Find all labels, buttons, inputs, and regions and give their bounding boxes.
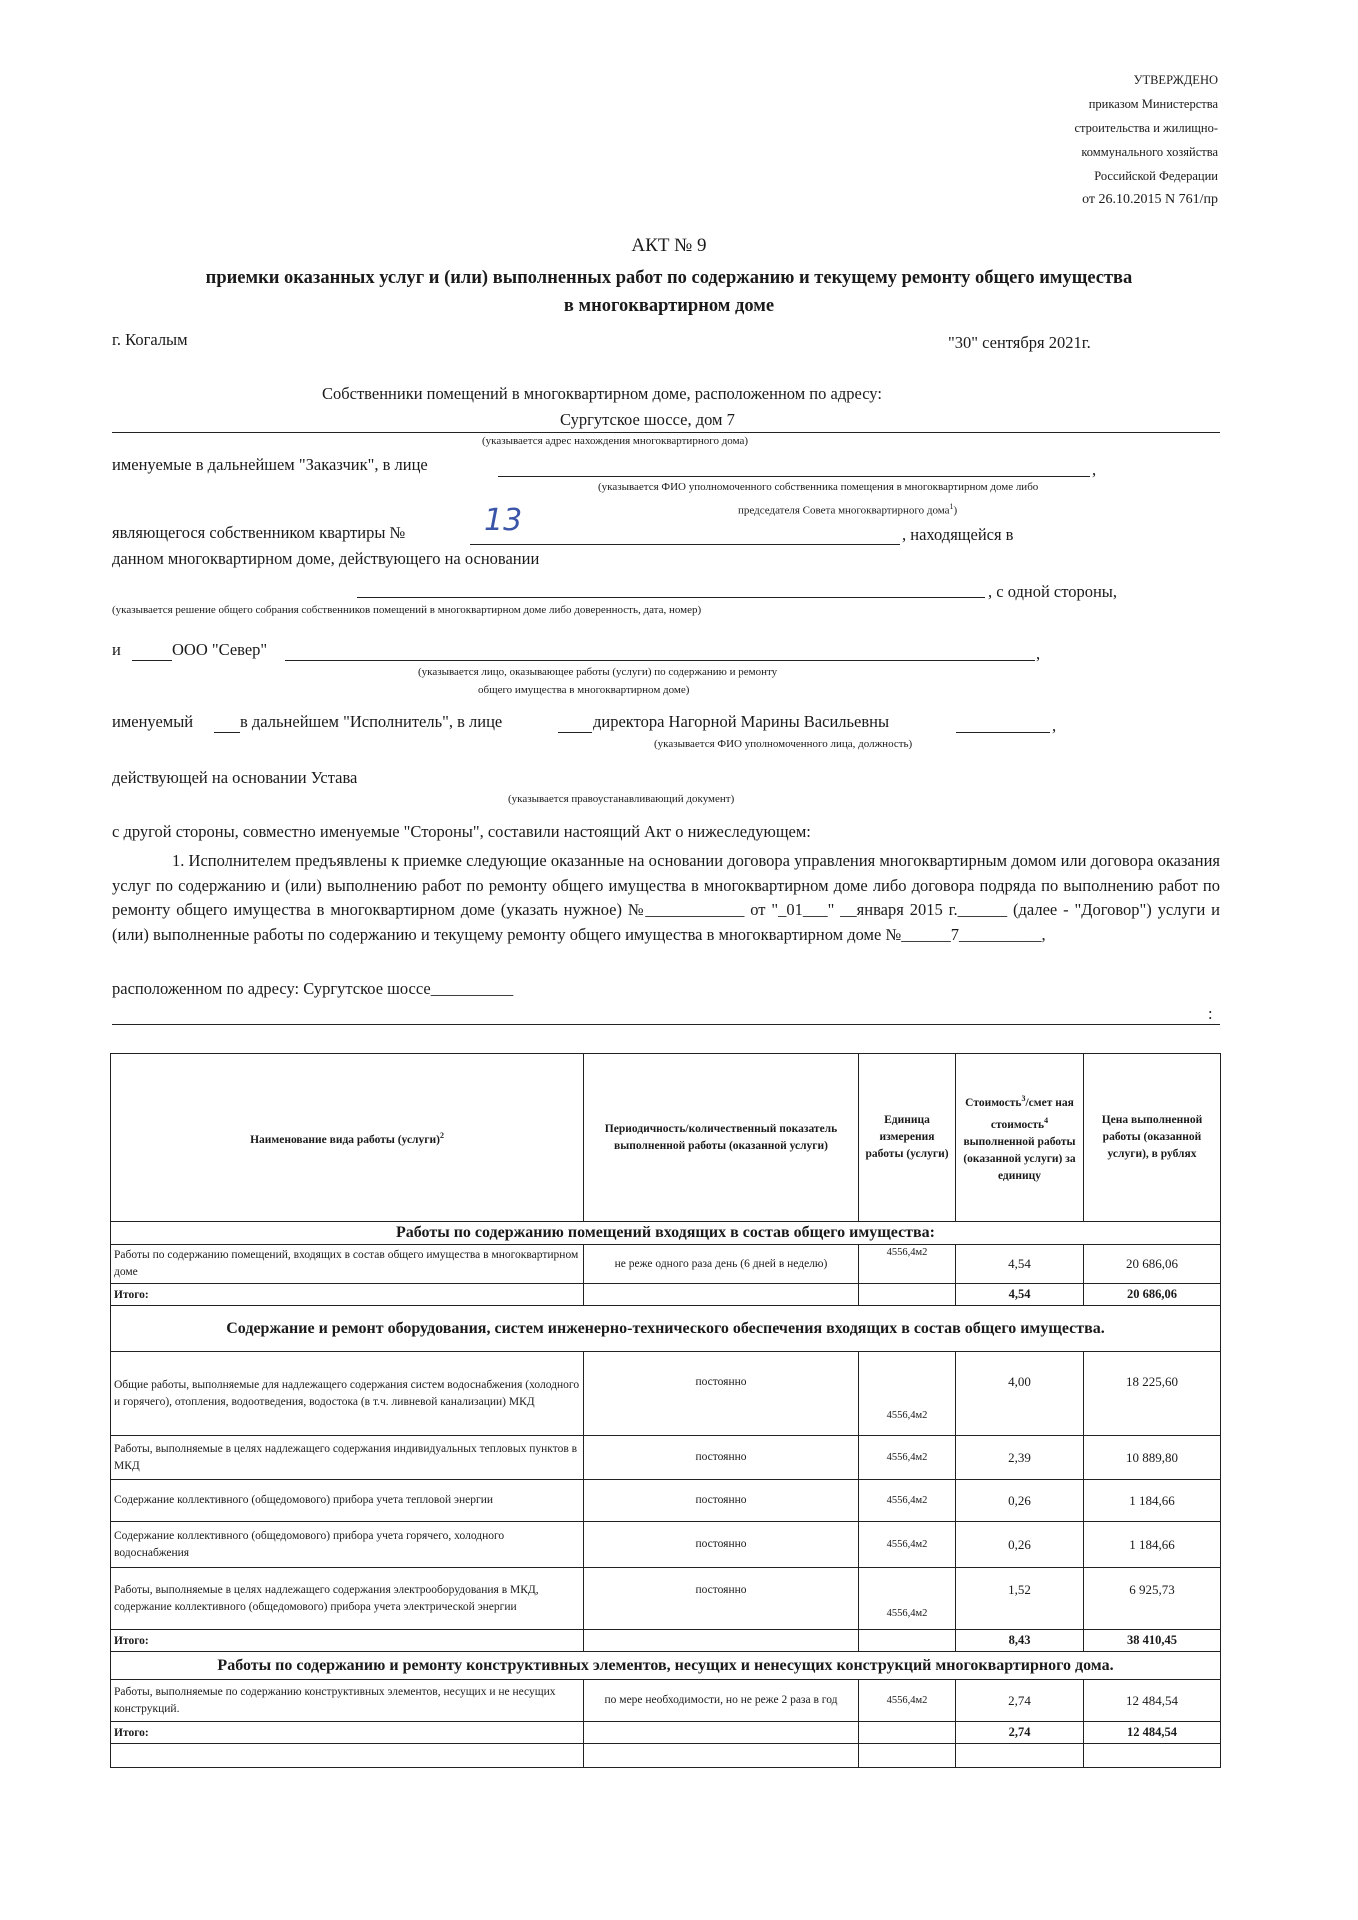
total-cost: 8,43 — [956, 1630, 1084, 1652]
row-price: 18 225,60 — [1084, 1352, 1221, 1436]
section-title: Работы по содержанию и ремонту конструктивных элементов, несущих и ненесущих конструкций многоквартирного дома. — [111, 1652, 1221, 1680]
hint-fio-2-text: председателя Совета многоквартирного дома — [738, 504, 950, 517]
header-price: Цена выполненной работы (оказанной услуги), в рублях — [1084, 1054, 1221, 1222]
section-row — [111, 1222, 1221, 1245]
clause-1: 1. Исполнителем предъявлены к приемке следующие оказанные на основании договора управления многоквартирным домом или договора оказания услуг по содержанию и (или) выполнению работ по ремонту общего имущества в многоквартирном доме либо договора подряда по выполнению работ по ремонту общего имущества в многоквартирном доме (указать нужное) №____________ от "_01___" __января 2015 г.______ (далее - "Договор") услуги и (или) выполненные работы по содержанию и текущему ремонту общего имущества в многоквартирном доме №______7__________, — [112, 851, 1220, 944]
customer-text: именуемые в дальнейшем "Заказчик", в лице — [112, 455, 428, 474]
table-row — [111, 1245, 1221, 1284]
total-label: Итого: — [111, 1284, 584, 1306]
named-text-b: в дальнейшем "Исполнитель", в лице — [240, 712, 503, 731]
hint-fio-1: (указывается ФИО уполномоченного собственника помещения в многоквартирном доме либо — [598, 481, 1039, 493]
table-header-row — [111, 1054, 1221, 1222]
total-cost: 4,54 — [956, 1284, 1084, 1306]
row-period: по мере необходимости, но не реже 2 раза в год — [584, 1680, 859, 1722]
total-row — [111, 1722, 1221, 1744]
total-row — [111, 1630, 1221, 1652]
act-date: "30" сентября 2021г. — [948, 333, 1091, 352]
act-number: АКТ № 9 — [631, 235, 707, 256]
row-unit: 4556,4м2 — [859, 1480, 956, 1522]
row-unit: 4556,4м2 — [859, 1245, 956, 1284]
header-unit: Единица измерения работы (услуги) — [859, 1054, 956, 1222]
address-underline — [112, 432, 1220, 433]
hint-fio-2-end: ) — [953, 504, 958, 517]
row-cost: 2,39 — [956, 1436, 1084, 1480]
approval-block — [898, 68, 1218, 212]
row-period: не реже одного раза день (6 дней в неделю) — [584, 1245, 859, 1284]
services-table — [110, 1053, 1221, 1768]
total-cost: 2,74 — [956, 1722, 1084, 1744]
row-price: 12 484,54 — [1084, 1680, 1221, 1722]
row-unit: 4556,4м2 — [859, 1522, 956, 1568]
customer-underline — [498, 476, 1090, 477]
row-cost: 4,00 — [956, 1352, 1084, 1436]
header-cost-c: выполненной работы (оказанной услуги) за единицу — [963, 1135, 1076, 1182]
approval-line: от 26.10.2015 N 761/пр — [1082, 192, 1218, 207]
footnote-4: 4 — [1044, 1116, 1049, 1125]
act-title-line2: в многоквартирном доме — [563, 296, 775, 316]
table-row — [111, 1480, 1221, 1522]
hint-basis: (указывается решение общего собрания собственников помещений в многоквартирном доме либо доверенность, дата, номер) — [112, 604, 702, 616]
row-name: Работы, выполняемые в целях надлежащего содержания электрооборудования в МКД, содержание коллективного (общедомового) прибора учета электрической энергии — [111, 1568, 584, 1630]
row-name: Работы, выполняемые в целях надлежащего содержания индивидуальных тепловых пунктов в МКД — [111, 1436, 584, 1480]
hint-contractor-1: (указывается лицо, оказывающее работы (услуги) по содержанию и ремонту — [418, 666, 778, 678]
acting-text: действующей на основании Устава — [112, 768, 358, 787]
row-cost: 4,54 — [956, 1245, 1084, 1284]
clause-underline — [112, 1024, 1220, 1025]
header-name-text: Наименование вида работы (услуги) — [250, 1133, 440, 1146]
table-row — [111, 1568, 1221, 1630]
director-name: директора Нагорной Марины Васильевны — [593, 712, 890, 731]
total-price: 20 686,06 — [1084, 1284, 1221, 1306]
section-row — [111, 1306, 1221, 1352]
one-side-text: , с одной стороны, — [988, 582, 1118, 601]
clause-colon: : — [1208, 1004, 1213, 1023]
hint-address: (указывается адрес нахождения многоквартирного дома) — [482, 435, 749, 447]
approval-line: коммунального хозяйства — [1081, 145, 1218, 159]
owner-flat-text: являющегося собственником квартиры № — [112, 523, 406, 542]
total-label: Итого: — [111, 1630, 584, 1652]
hint-director: (указывается ФИО уполномоченного лица, должность) — [654, 738, 913, 750]
parties-text: с другой стороны, совместно именуемые "Стороны", составили настоящий Акт о нижеследующем: — [112, 822, 811, 841]
row-unit: 4556,4м2 — [859, 1568, 956, 1630]
table-row — [111, 1680, 1221, 1722]
row-name: Общие работы, выполняемые для надлежащего содержания систем водоснабжения (холодного и горячего), отопления, водоотведения, водостока (в т.ч. ливневой канализации) МКД — [111, 1352, 584, 1436]
hint-contractor-2: общего имущества в многоквартирном доме) — [478, 684, 690, 696]
empty-row — [111, 1744, 1221, 1768]
hint-fio-2 — [738, 502, 957, 517]
table-row — [111, 1436, 1221, 1480]
row-name: Работы по содержанию помещений, входящих в состав общего имущества в многоквартирном доме — [111, 1245, 584, 1284]
flat-number-handwritten: 13 — [484, 503, 523, 538]
and-text: и — [112, 640, 121, 659]
contractor-name: ООО "Север" — [172, 640, 268, 659]
hint-acting: (указывается правоустанавливающий документ) — [508, 793, 735, 805]
row-price: 6 925,73 — [1084, 1568, 1221, 1630]
header-name — [111, 1054, 584, 1222]
total-price: 12 484,54 — [1084, 1722, 1221, 1744]
flat-underline — [470, 544, 900, 545]
address-value: Сургутское шоссе, дом 7 — [560, 410, 735, 429]
footnote-2: 2 — [439, 1130, 444, 1140]
footnote-3: 3 — [1021, 1094, 1026, 1104]
owners-text: Собственники помещений в многоквартирном доме, расположенном по адресу: — [322, 384, 882, 403]
footnote-1: 1 — [949, 502, 954, 511]
row-name: Работы, выполняемые по содержанию конструктивных элементов, несущих и не несущих конструкций. — [111, 1680, 584, 1722]
named-text-a: именуемый — [112, 712, 194, 731]
table-row — [111, 1522, 1221, 1568]
row-price: 1 184,66 — [1084, 1480, 1221, 1522]
row-price: 1 184,66 — [1084, 1522, 1221, 1568]
city: г. Когалым — [112, 330, 188, 349]
table-row — [111, 1352, 1221, 1436]
row-unit: 4556,4м2 — [859, 1680, 956, 1722]
row-unit: 4556,4м2 — [859, 1436, 956, 1480]
header-period: Периодичность/количественный показатель выполненной работы (оказанной услуги) — [584, 1054, 859, 1222]
row-cost: 2,74 — [956, 1680, 1084, 1722]
row-period: постоянно — [584, 1522, 859, 1568]
total-row — [111, 1284, 1221, 1306]
approval-line: строительства и жилищно- — [1074, 121, 1218, 135]
header-cost-b: /смет ная стоимость — [990, 1097, 1074, 1131]
row-cost: 1,52 — [956, 1568, 1084, 1630]
approval-line: приказом Министерства — [1088, 97, 1218, 111]
section-title: Работы по содержанию помещений входящих в состав общего имущества: — [111, 1222, 1221, 1245]
section-row — [111, 1652, 1221, 1680]
row-cost: 0,26 — [956, 1522, 1084, 1568]
row-period: постоянно — [584, 1352, 859, 1436]
basis-underline — [357, 597, 985, 598]
header-cost-a: Стоимость — [965, 1097, 1022, 1109]
row-name: Содержание коллективного (общедомового) прибора учета тепловой энергии — [111, 1480, 584, 1522]
header-cost — [956, 1054, 1084, 1222]
row-cost: 0,26 — [956, 1480, 1084, 1522]
act-title-line1: приемки оказанных услуг и (или) выполненных работ по содержанию и текущему ремонту общего имущества — [205, 268, 1133, 288]
total-label: Итого: — [111, 1722, 584, 1744]
row-period: постоянно — [584, 1568, 859, 1630]
located-text: , находящейся в — [902, 525, 1014, 544]
basis-text: данном многоквартирном доме, действующего на основании — [112, 549, 540, 568]
row-price: 10 889,80 — [1084, 1436, 1221, 1480]
approval-line: Российской Федерации — [1094, 169, 1218, 183]
row-price: 20 686,06 — [1084, 1245, 1221, 1284]
contractor-underline — [285, 660, 1035, 661]
row-name: Содержание коллективного (общедомового) прибора учета горячего, холодного водоснабжения — [111, 1522, 584, 1568]
row-unit: 4556,4м2 — [859, 1352, 956, 1436]
clause-1-address: расположенном по адресу: Сургутское шоссе__________ — [112, 979, 514, 998]
total-price: 38 410,45 — [1084, 1630, 1221, 1652]
approval-line: УТВЕРЖДЕНО — [1133, 73, 1218, 87]
section-title: Содержание и ремонт оборудования, систем инженерно-технического обеспечения входящих в состав общего имущества. — [111, 1306, 1221, 1352]
act-title — [110, 264, 1228, 320]
row-period: постоянно — [584, 1480, 859, 1522]
row-period: постоянно — [584, 1436, 859, 1480]
